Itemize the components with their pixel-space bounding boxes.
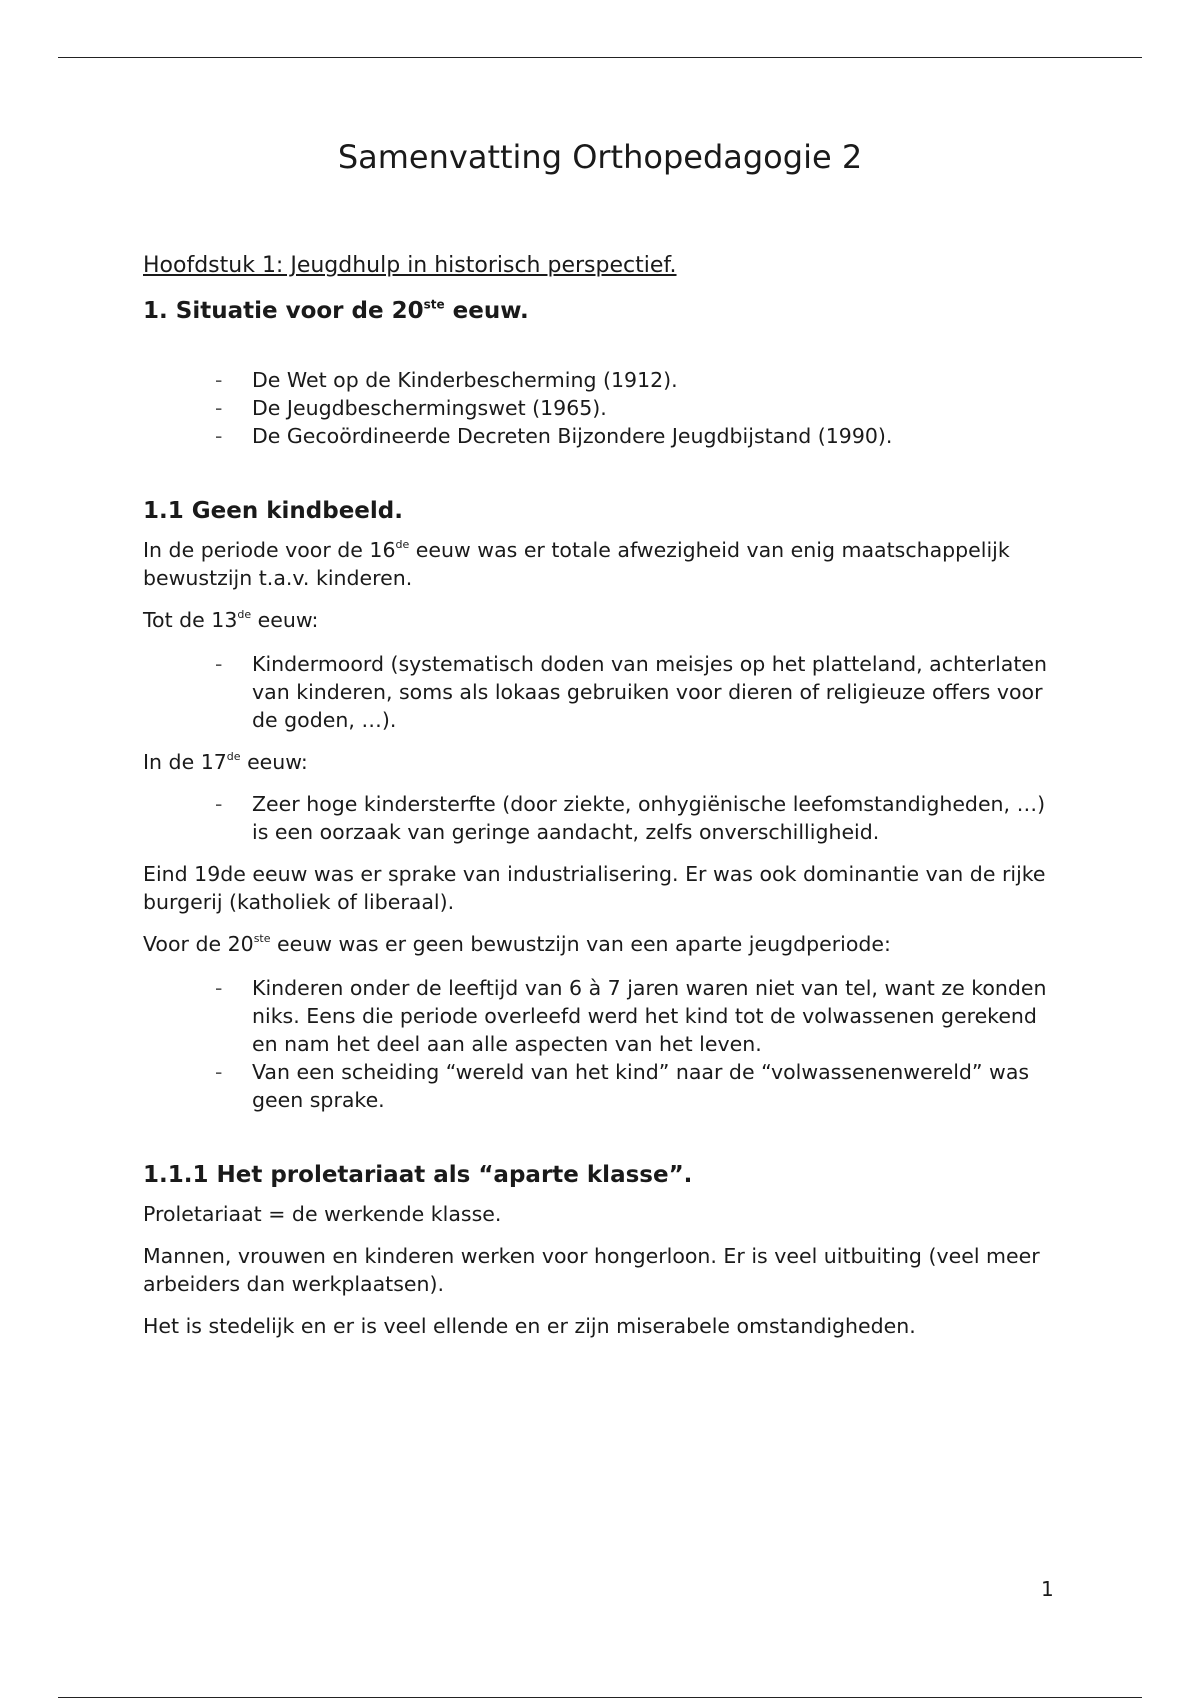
paragraph-text: In de 17 [143,750,227,774]
list-item: - Kinderen onder de leeftijd van 6 à 7 jaren waren niet van tel, want ze konden niks. Eens die periode overleefd werd het kind tot de volwassenen gerekend en nam het deel aan alle aspecten van het leven. [143,974,1063,1058]
paragraph: Eind 19de eeuw was er sprake van industrialisering. Er was ook dominantie van de rijke burgerij (katholiek of liberaal). [143,862,1046,914]
list-item: - De Jeugdbeschermingswet (1965). [143,394,1063,422]
paragraph [143,930,1063,958]
top-rule [58,57,1142,58]
paragraph [143,748,1063,776]
paragraph: Het is stedelijk en er is veel ellende en er zijn miserabele omstandigheden. [143,1314,916,1338]
paragraph-text: In de periode voor de 16 [143,538,396,562]
paragraph [143,536,1063,592]
page-number: 1 [1041,1577,1054,1601]
superscript: de [395,538,410,552]
section-heading-1-1: 1.1 Geen kindbeeld. [143,498,403,524]
paragraph [143,606,1063,634]
superscript: ste [253,932,271,946]
section-heading-1-suffix: eeuw. [444,298,529,324]
chapter-heading: Hoofdstuk 1: Jeugdhulp in historisch perspectief. [143,253,677,278]
document-body [143,252,1063,1340]
list-item: - De Wet op de Kinderbescherming (1912). [143,366,1063,394]
paragraph-text: eeuw: [251,608,319,632]
superscript: ste [423,297,445,312]
list-item: - De Gecoördineerde Decreten Bijzondere Jeugdbijstand (1990). [143,422,1063,450]
list-item: - Van een scheiding “wereld van het kind” naar de “volwassenenwereld” was geen sprake. [143,1058,1063,1114]
list-item: - Kindermoord (systematisch doden van meisjes op het platteland, achterlaten van kinderen, soms als lokaas gebruiken voor dieren of religieuze offers voor de goden, …). [143,650,1063,734]
bottom-rule [58,1697,1142,1698]
superscript: de [237,608,252,622]
paragraph-text: Voor de 20 [143,932,254,956]
document-title: Samenvatting Orthopedagogie 2 [337,138,863,176]
paragraph-text: eeuw: [240,750,308,774]
section-heading-1 [143,294,1063,328]
paragraph: Proletariaat = de werkende klasse. [143,1202,502,1226]
paragraph: Mannen, vrouwen en kinderen werken voor hongerloon. Er is veel uitbuiting (veel meer arbeiders dan werkplaatsen). [143,1244,1040,1296]
paragraph-text: eeuw was er geen bewustzijn van een aparte jeugdperiode: [270,932,891,956]
section-heading-1-1-1: 1.1.1 Het proletariaat als “aparte klasse”. [143,1162,693,1188]
list-13th-century [143,650,1063,734]
list-20th-century [143,974,1063,1114]
list-17th-century [143,790,1063,846]
superscript: de [226,750,241,764]
paragraph-text: Tot de 13 [143,608,238,632]
list-item: - Zeer hoge kindersterfte (door ziekte, onhygiënische leefomstandigheden, …) is een oorzaak van geringe aandacht, zelfs onverschilligheid. [143,790,1063,846]
laws-list [143,366,1063,450]
section-heading-1-text: 1. Situatie voor de 20 [143,298,424,324]
paragraph-text: eeuw was er totale afwezigheid van enig maatschappelijk bewustzijn t.a.v. kinderen. [143,538,1010,590]
